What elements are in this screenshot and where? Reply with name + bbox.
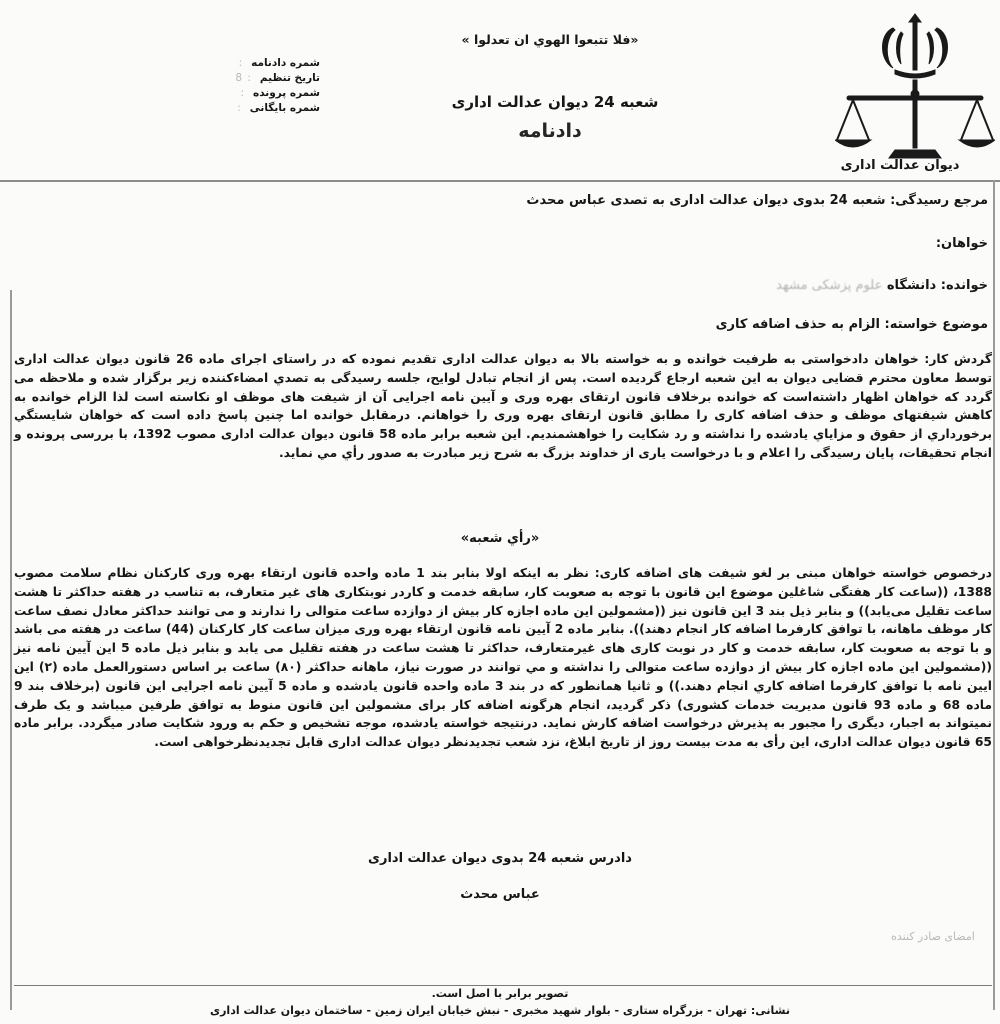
meta-value: :	[238, 57, 244, 69]
meta-label: شمره دادنامه	[251, 57, 320, 69]
court-name: دیوان عدالت اداری	[840, 158, 960, 173]
meta-value: :	[240, 87, 246, 99]
left-border	[10, 290, 12, 1010]
judge-name: عباس محدث	[460, 887, 540, 902]
defendant-label: خوانده: دانشگاه	[886, 278, 988, 293]
header-divider	[0, 180, 1000, 182]
footer-divider	[14, 985, 992, 986]
meta-value: :	[237, 102, 242, 114]
meta-row	[150, 71, 320, 86]
meta-label: تاریخ تنظیم	[259, 72, 320, 84]
defendant-value: علوم پزشکی مشهد	[776, 278, 883, 293]
branch-title: شعبه 24 دیوان عدالت اداری	[451, 93, 659, 111]
meta-row	[150, 101, 320, 116]
subject-field: موضوع خواسته: الزام به حذف اضافه کاری	[715, 317, 988, 332]
plaintiff-field	[88, 236, 988, 251]
quran-verse: «فلا تتبعوا الهوي ان تعدلوا »	[461, 32, 639, 47]
reference-field: مرجع رسیدگی: شعبه 24 بدوی دیوان عدالت اداری به تصدی عباس محدث	[526, 193, 988, 208]
plaintiff-label: خواهان:	[935, 236, 988, 251]
proceedings-paragraph: گردش کار: خواهان دادخواستی به طرفیت خوانده و به خواسته بالا به دیوان عدالت اداری تقدیم نموده که در راستای اجرای ماده 26 قانون دیوان عدالت اداری توسط معاون محترم قضایی دیوان به این شعبه ارجاع گردیده است. پس از انجام تبادل لوایح، جلسه رسیدگی به تصدي امضاءکننده زیر برگزار شده و ملاحظه می گردد که خواهان اظهار داشته‌است که خوانده برخلاف قانون ارتقای بهره وری و آیین نامه اجرایی آن از شیفت های موظف او نکاسته است لذا الزام خوانده به کاهش شیفتهای موظف و حذف اضافه کاری را مطابق قانون ارتقای بهره وری را خواهانم. درمقابل خوانده اما چنین پاسخ داده است که خواهان شایستگي برخورداري از حقوق و مزایاي یادشده را نداشته و رد شکایت را خواهشمندیم. این شعبه برابر ماده 58 قانون دیوان عدالت اداری مصوب 1392، با بررسی پرونده و انجام تحقیقات، پایان رسیدگی را اعلام و با درخواست یاری از خداوند بزرگ به شرح زیر مبادرت به صدور رأي مي نماید.	[14, 352, 992, 460]
meta-row	[150, 56, 320, 71]
right-border	[993, 180, 995, 1010]
iran-emblem-scales-icon	[835, 8, 995, 183]
court-address: نشانی: تهران - بزرگراه ستاری - بلوار شهید مخبری - نبش خیابان ایران زمین - ساختمان دیوان عدالت اداری	[210, 1004, 790, 1017]
document-type-title: دادنامه	[518, 120, 582, 142]
meta-label: شمره پرونده	[253, 87, 320, 99]
meta-label: شمره بایگانی	[249, 102, 320, 114]
defendant-field	[88, 278, 988, 293]
meta-row	[150, 86, 320, 101]
ruling-title: «رأي شعبه»	[460, 531, 540, 546]
judge-title: دادرس شعبه 24 بدوی دیوان عدالت اداری	[368, 851, 632, 866]
document-meta	[150, 56, 320, 116]
copy-certification: تصویر برابر با اصل است.	[431, 987, 569, 1000]
ruling-paragraph: درخصوص خواسته خواهان مبنی بر لغو شیفت های اضافه کاری: نظر به اینکه اولا بنابر بند 1 ماده واحده قانون ارتقاء بهره وری کارکنان نظام سلامت مصوب 1388، ((ساعت کار هفتگی شاغلین موضوع این قانون با توجه به صعوبت کار، سابقه خدمت و کاردر نوبتکاری های غیر متعارف، به تناسب در هفته حداکثر تا هشت ساعت تقلیل می‌یابد)) و بنابر ذیل بند 3 این قانون نیز ((مشمولین این ماده اجازه کار بیش از دوازده ساعت متوالی را ندارند و می توانند حداکثر معادل نصف ساعت کار موظف ماهانه، با توافق کارفرما اضافه کار انجام دهند)). بنابر ماده 2 آیین نامه قانون ارتقاء بهره وری میزان ساعت کار کارکنان (44) ساعت در هفته می باشد و با توجه به صعوبت کار، سابقه خدمت و کار در نوبت کاری های غیرمتعارف، حداکثر تا هشت ساعت در هفته تقلیل می یابد و بنابر ذیل ماده 5 این آیین نامه نیز ((مشمولین این ماده اجازه کار بیش از دوازده ساعت متوالی را نداشته و مي توانند در صورت نیاز، ماهانه حداکثر (۸۰) ساعت بر اساس دستورالعمل ماده (۲) این ایین نامه با توافق کارفرما اضافه کاري انجام دهند.)) و ثانیا همانطور که در بند 3 ماده واحده قانون یادشده و ماده 5 آیین نامه اجرایی این قانون (برخلاف بند 9 ماده 68 و ماده 93 قانون مدیریت خدمات کشوری) ذکر گردید، انجام هرگونه اضافه کار برای مشمولین این قانون منوط به توافق طرفین میباشد و یک طرف نمیتواند به اجبار، دیگری را مجبور به پذیرش درخواست اضافه کارش نماید. درنتیجه خواسته یادشده، موجه تشخیص و حکم به ورود شکایت صادر میگردد. برابر ماده 65 قانون دیوان عدالت اداری، این رأی به مدت بیست روز از تاریخ ابلاغ، نزد شعب تجدیدنظر دیوان عدالت اداری قابل تجدیدنظرخواهی است.	[14, 566, 992, 750]
signer-label: امضای صادر کننده	[891, 930, 975, 943]
meta-value: : 8	[235, 72, 252, 84]
